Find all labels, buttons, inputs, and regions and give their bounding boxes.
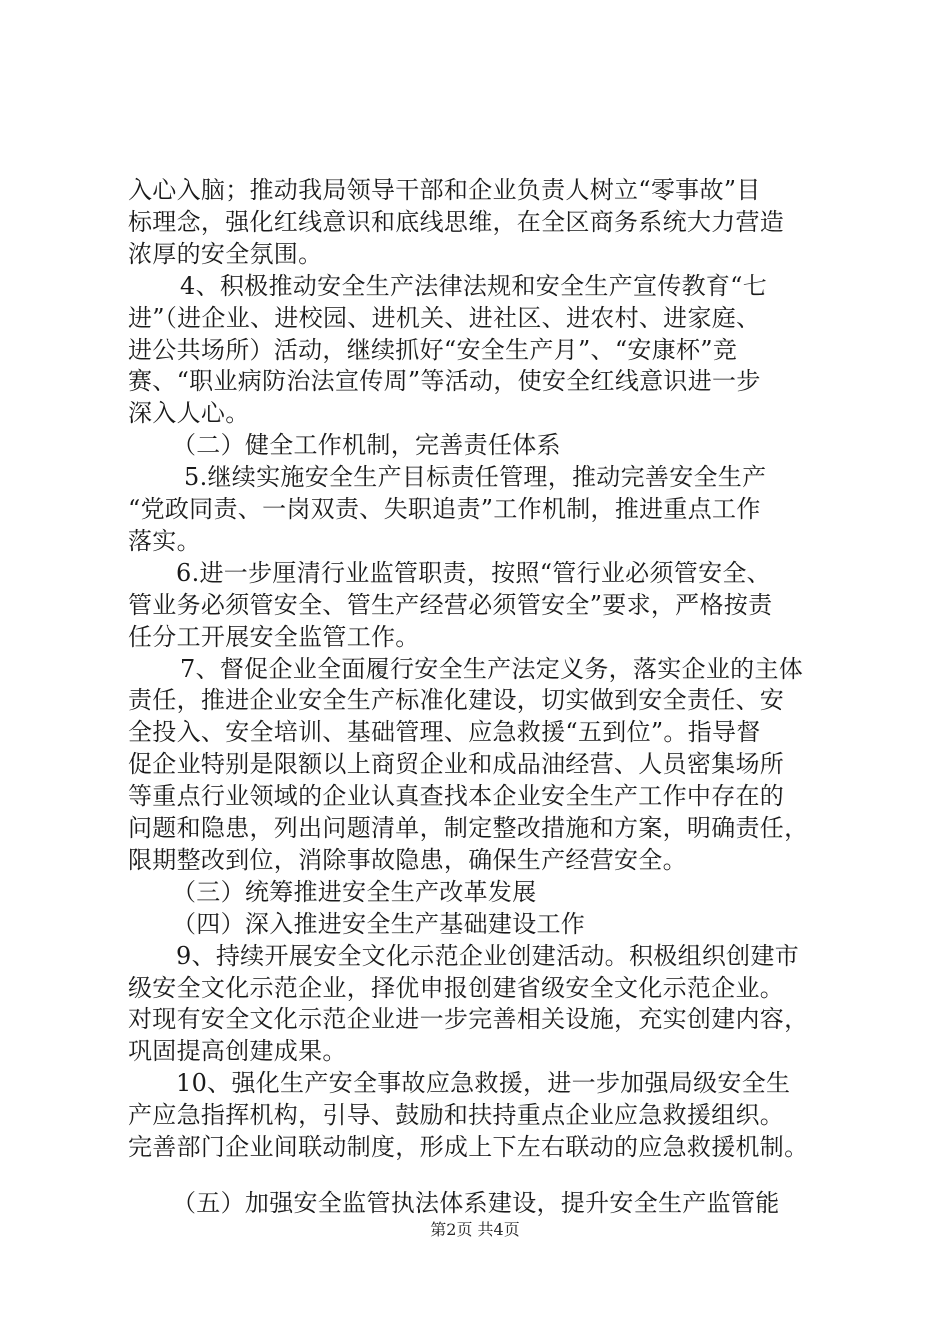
paragraph-line: 4、积极推动安全生产法律法规和安全生产宣传教育“七 — [180, 272, 768, 300]
paragraph-line: 浓厚的安全氛围。 — [128, 240, 323, 268]
paragraph-line: 等重点行业领域的企业认真查找本企业安全生产工作中存在的 — [128, 782, 785, 810]
paragraph-line: 进”（进企业、进校园、进机关、进社区、进农村、进家庭、 — [128, 304, 761, 332]
paragraph-line: 深入人心。 — [128, 399, 250, 427]
paragraph-line: 任分工开展安全监管工作。 — [128, 623, 420, 651]
paragraph-line: 促企业特别是限额以上商贸企业和成品油经营、人员密集场所 — [128, 750, 785, 778]
paragraph-line: 管业务必须管安全、管生产经营必须管安全”要求，严格按责 — [128, 591, 773, 619]
paragraph-line: 6.进一步厘清行业监管职责，按照“管行业必须管安全、 — [176, 559, 771, 587]
paragraph-line: 问题和隐患，列出问题清单，制定整改措施和方案，明确责任， — [128, 814, 809, 842]
paragraph-line: 入心入脑；推动我局领导干部和企业负责人树立“零事故”目 — [128, 176, 761, 204]
paragraph-line: 级安全文化示范企业，择优申报创建省级安全文化示范企业。 — [128, 974, 785, 1002]
section-heading: （三）统筹推进安全生产改革发展 — [172, 878, 537, 906]
paragraph-line: 10、强化生产安全事故应急救援，进一步加强局级安全生 — [176, 1069, 791, 1097]
section-heading: （五）加强安全监管执法体系建设，提升安全生产监管能 — [172, 1189, 780, 1217]
paragraph-line: 完善部门企业间联动制度，形成上下左右联动的应急救援机制。 — [128, 1133, 809, 1161]
section-heading: （四）深入推进安全生产基础建设工作 — [172, 910, 586, 938]
paragraph-line: 巩固提高创建成果。 — [128, 1037, 347, 1065]
paragraph-line: 9、持续开展安全文化示范企业创建活动。积极组织创建市 — [176, 942, 800, 970]
paragraph-line: 7、督促企业全面履行安全生产法定义务，落实企业的主体 — [180, 655, 804, 683]
paragraph-line: 责任，推进企业安全生产标准化建设，切实做到安全责任、安 — [128, 686, 785, 714]
paragraph-line: 全投入、安全培训、基础管理、应急救援“五到位”。指导督 — [128, 718, 761, 746]
paragraph-line: 进公共场所）活动，继续抓好“安全生产月”、“安康杯”竞 — [128, 336, 738, 364]
paragraph-line: 限期整改到位，消除事故隐患，确保生产经营安全。 — [128, 846, 687, 874]
paragraph-line: 5.继续实施安全生产目标责任管理，推动完善安全生产 — [184, 463, 767, 491]
section-heading: （二）健全工作机制，完善责任体系 — [172, 431, 561, 459]
paragraph-line: 产应急指挥机构，引导、鼓励和扶持重点企业应急救援组织。 — [128, 1101, 785, 1129]
paragraph-line: 落实。 — [128, 527, 201, 555]
paragraph-line: 对现有安全文化示范企业进一步完善相关设施，充实创建内容， — [128, 1005, 809, 1033]
paragraph-line: 赛、“职业病防治法宣传周”等活动，使安全红线意识进一步 — [128, 367, 761, 395]
paragraph-line: 标理念，强化红线意识和底线思维，在全区商务系统大力营造 — [128, 208, 785, 236]
page-number: 第2页 共4页 — [430, 1220, 520, 1239]
paragraph-line: “党政同责、一岗双责、失职追责”工作机制，推进重点工作 — [128, 495, 761, 523]
